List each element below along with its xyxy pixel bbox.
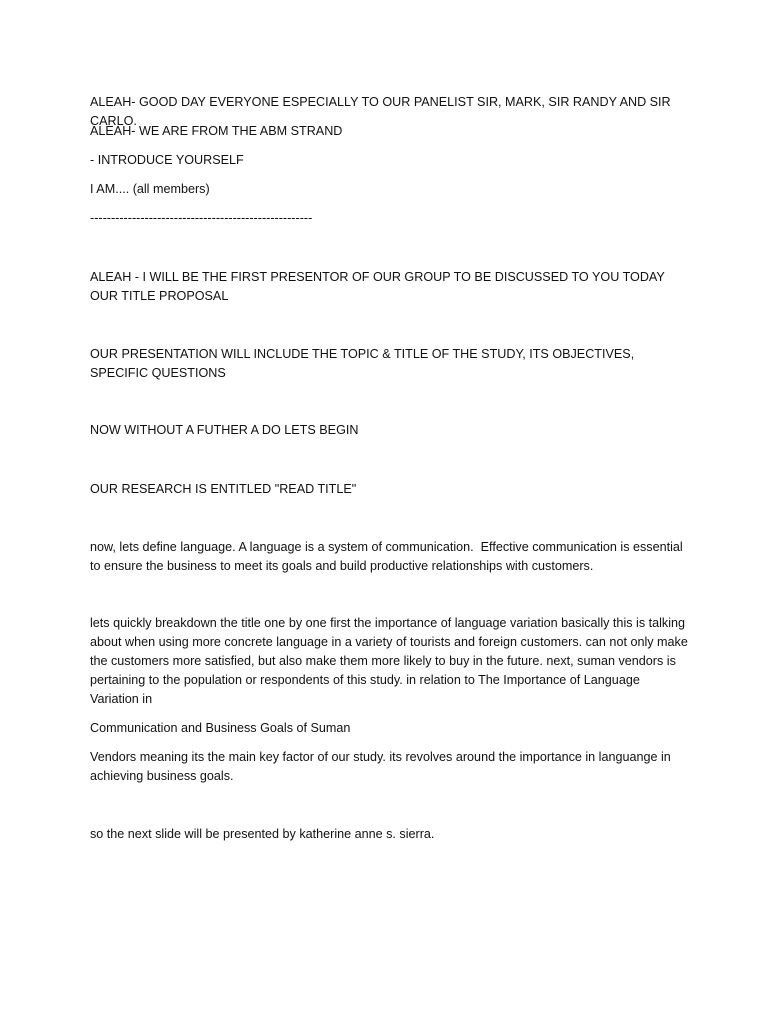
paragraph-members: I AM.... (all members)	[90, 182, 210, 196]
paragraph-key-factor: Vendors meaning its the main key factor of our study. its revolves around the importance in languange in achieving business goals.	[90, 750, 675, 783]
paragraph-greeting: ALEAH- GOOD DAY EVERYONE ESPECIALLY TO OUR PANELIST SIR, MARK, SIR RANDY AND SIR CARLO.	[90, 95, 675, 128]
paragraph-strand: ALEAH- WE ARE FROM THE ABM STRAND	[90, 124, 343, 138]
paragraph-introduce: - INTRODUCE YOURSELF	[90, 153, 244, 167]
paragraph-title-part: Communication and Business Goals of Suman	[90, 721, 351, 735]
paragraph-first-presentor: ALEAH - I WILL BE THE FIRST PRESENTOR OF OUR GROUP TO BE DISCUSSED TO YOU TODAY OUR TITLE PROPOSAL	[90, 270, 669, 303]
paragraph-breakdown: lets quickly breakdown the title one by one first the importance of language variation basically this is talking about when using more concrete language in a variety of tourists and foreign customers. can not only make the customers more satisfied, but also make them more likely to buy in the future. next, suman vendors is pertaining to the population or respondents of this study. in relation to The Importance of Language Variation in	[90, 616, 692, 706]
paragraph-begin: NOW WITHOUT A FUTHER A DO LETS BEGIN	[90, 423, 359, 437]
paragraph-research-title: OUR RESEARCH IS ENTITLED "READ TITLE"	[90, 482, 357, 496]
paragraph-define-language: now, lets define language. A language is a system of communication. Effective communication is essential to ensure the business to meet its goals and build productive relationships with customers.	[90, 540, 687, 573]
paragraph-next-slide: so the next slide will be presented by katherine anne s. sierra.	[90, 827, 435, 841]
paragraph-presentation-includes: OUR PRESENTATION WILL INCLUDE THE TOPIC & TITLE OF THE STUDY, ITS OBJECTIVES, SPECIFIC QUESTIONS	[90, 347, 638, 380]
paragraph-divider: -----------------------------------------------------	[90, 211, 313, 225]
